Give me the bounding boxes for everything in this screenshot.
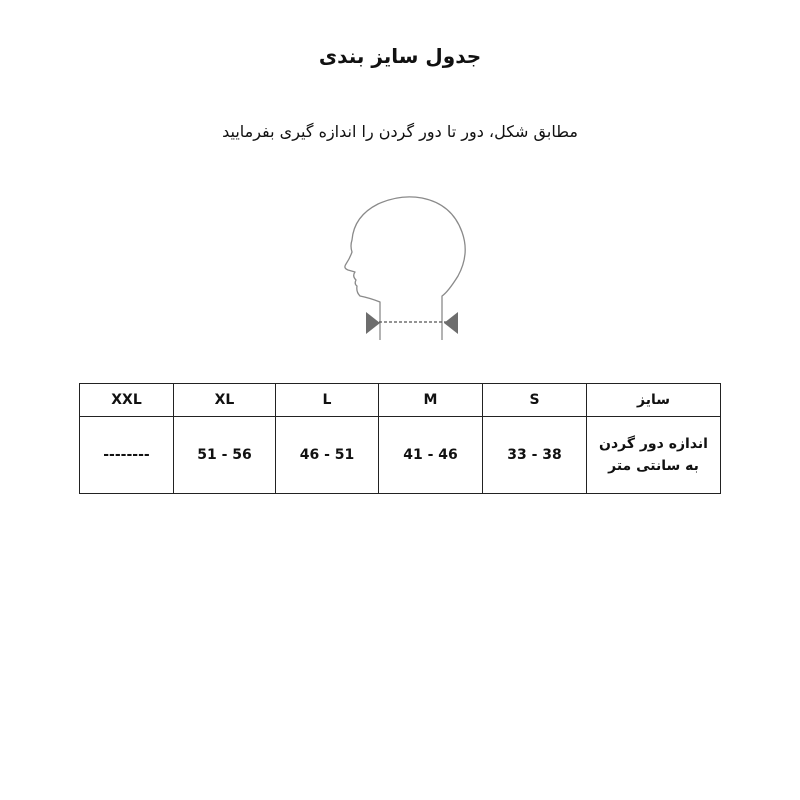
header-cell-l: L bbox=[276, 384, 379, 417]
cell-m-range: 41 - 46 bbox=[379, 417, 483, 494]
header-cell-xxl: XXL bbox=[80, 384, 174, 417]
head-neck-measure-icon bbox=[330, 192, 480, 342]
page-title: جدول سایز بندی bbox=[318, 44, 482, 68]
header-cell-m: M bbox=[379, 384, 483, 417]
cell-s-range: 33 - 38 bbox=[483, 417, 587, 494]
table-row bbox=[80, 417, 721, 494]
cell-xl-range: 51 - 56 bbox=[174, 417, 276, 494]
row-label-neck-circumference: اندازه دور گردن به سانتی متر bbox=[587, 417, 721, 494]
left-arrow-marker bbox=[366, 312, 380, 334]
cell-l-range: 46 - 51 bbox=[276, 417, 379, 494]
table-header-row bbox=[80, 384, 721, 417]
right-arrow-marker bbox=[444, 312, 458, 334]
cell-xxl-range: -------- bbox=[80, 417, 174, 494]
header-cell-size-label: سایز bbox=[587, 384, 721, 417]
header-cell-xl: XL bbox=[174, 384, 276, 417]
instruction-text: مطابق شکل، دور تا دور گردن را اندازه گیری بفرمایید bbox=[222, 122, 578, 141]
header-cell-s: S bbox=[483, 384, 587, 417]
size-table bbox=[79, 383, 721, 494]
